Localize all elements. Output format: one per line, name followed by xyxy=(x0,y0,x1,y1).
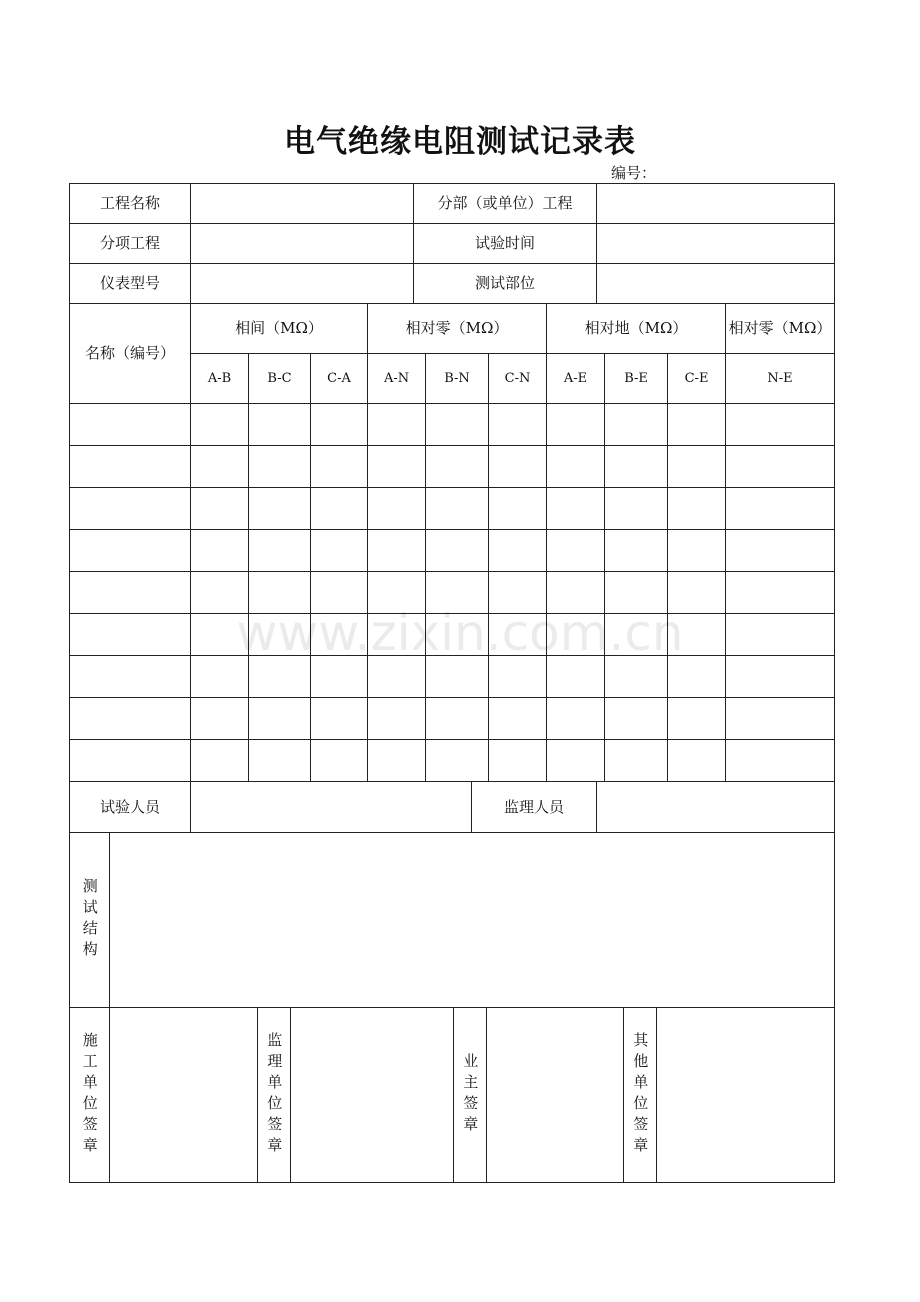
measurement-cell[interactable] xyxy=(726,614,835,656)
row-name-cell[interactable] xyxy=(70,740,191,782)
measurement-cell[interactable] xyxy=(605,530,668,572)
measurement-cell[interactable] xyxy=(426,530,489,572)
project-name-field[interactable] xyxy=(191,184,414,224)
measurement-cell[interactable] xyxy=(547,572,605,614)
measurement-cell[interactable] xyxy=(191,488,249,530)
measurement-cell[interactable] xyxy=(426,446,489,488)
sub-project-field[interactable] xyxy=(597,184,835,224)
measurement-cell[interactable] xyxy=(311,572,368,614)
sub-project-label: 分部（或单位）工程 xyxy=(414,184,597,224)
measurement-rows xyxy=(70,404,835,782)
measurement-cell[interactable] xyxy=(191,404,249,446)
measurement-cell[interactable] xyxy=(426,488,489,530)
measurement-cell[interactable] xyxy=(668,572,726,614)
measurement-cell[interactable] xyxy=(489,446,547,488)
test-time-label: 试验时间 xyxy=(414,224,597,264)
measurement-cell[interactable] xyxy=(605,446,668,488)
other-signature-label: 其他单位签章 xyxy=(624,1008,657,1183)
measurement-cell[interactable] xyxy=(489,740,547,782)
name-column-header: 名称（编号） xyxy=(70,304,191,404)
measurement-cell[interactable] xyxy=(191,614,249,656)
row-name-cell[interactable] xyxy=(70,614,191,656)
measurement-cell[interactable] xyxy=(605,740,668,782)
measurement-cell[interactable] xyxy=(249,656,311,698)
measurement-cell[interactable] xyxy=(726,572,835,614)
measurement-cell[interactable] xyxy=(191,740,249,782)
measurement-cell[interactable] xyxy=(726,446,835,488)
supervisor-field[interactable] xyxy=(597,782,835,833)
measurement-cell[interactable] xyxy=(605,614,668,656)
measurement-cell[interactable] xyxy=(726,488,835,530)
supervisor-label: 监理人员 xyxy=(472,782,597,833)
test-time-field[interactable] xyxy=(597,224,835,264)
column-header: B-N xyxy=(426,354,489,404)
column-header: A-E xyxy=(547,354,605,404)
column-header: C-E xyxy=(668,354,726,404)
supervision-signature-field[interactable] xyxy=(291,1008,454,1183)
measurement-cell[interactable] xyxy=(726,404,835,446)
measurement-cell[interactable] xyxy=(489,698,547,740)
measurement-cell[interactable] xyxy=(605,572,668,614)
project-name-label: 工程名称 xyxy=(70,184,191,224)
measurement-cell[interactable] xyxy=(249,740,311,782)
result-field[interactable] xyxy=(110,833,835,1008)
measurement-cell[interactable] xyxy=(426,614,489,656)
measurement-cell[interactable] xyxy=(547,740,605,782)
measurement-cell[interactable] xyxy=(489,614,547,656)
form-number-label: 编号： xyxy=(611,164,657,182)
construction-signature-field[interactable] xyxy=(110,1008,258,1183)
measurement-cell[interactable] xyxy=(311,656,368,698)
owner-signature-label: 业主签章 xyxy=(454,1008,487,1183)
table-row xyxy=(70,740,835,782)
result-label: 测试结构 xyxy=(70,833,110,1008)
measurement-cell[interactable] xyxy=(368,698,426,740)
table-row xyxy=(70,404,835,446)
measurement-cell[interactable] xyxy=(547,488,605,530)
column-header: A-N xyxy=(368,354,426,404)
measurement-cell[interactable] xyxy=(311,530,368,572)
measurement-cell[interactable] xyxy=(368,656,426,698)
measurement-cell[interactable] xyxy=(547,446,605,488)
measurement-cell[interactable] xyxy=(726,530,835,572)
measurement-cell[interactable] xyxy=(249,614,311,656)
measurement-cell[interactable] xyxy=(311,446,368,488)
personnel-table xyxy=(69,781,835,833)
measurement-table xyxy=(69,303,835,782)
measurement-cell[interactable] xyxy=(368,404,426,446)
measurement-cell[interactable] xyxy=(311,740,368,782)
table-row xyxy=(70,488,835,530)
measurement-cell[interactable] xyxy=(368,614,426,656)
column-header: B-E xyxy=(605,354,668,404)
column-header: B-C xyxy=(249,354,311,404)
measurement-cell[interactable] xyxy=(311,698,368,740)
measurement-cell[interactable] xyxy=(668,698,726,740)
measurement-cell[interactable] xyxy=(311,614,368,656)
phase-group-header: 相间（MΩ） xyxy=(191,304,368,354)
measurement-cell[interactable] xyxy=(249,698,311,740)
measurement-cell[interactable] xyxy=(489,404,547,446)
measurement-cell[interactable] xyxy=(249,404,311,446)
construction-signature-label: 施工单位签章 xyxy=(70,1008,110,1183)
column-header: C-A xyxy=(311,354,368,404)
row-name-cell[interactable] xyxy=(70,656,191,698)
tester-field[interactable] xyxy=(191,782,472,833)
row-name-cell[interactable] xyxy=(70,698,191,740)
row-name-cell[interactable] xyxy=(70,488,191,530)
table-row xyxy=(70,446,835,488)
test-part-field[interactable] xyxy=(597,264,835,304)
phase-neutral-group-header: 相对零（MΩ） xyxy=(368,304,547,354)
header-table xyxy=(69,183,835,304)
measurement-cell[interactable] xyxy=(668,446,726,488)
measurement-cell[interactable] xyxy=(191,572,249,614)
measurement-cell[interactable] xyxy=(426,572,489,614)
table-row xyxy=(70,530,835,572)
measurement-cell[interactable] xyxy=(191,656,249,698)
measurement-cell[interactable] xyxy=(426,404,489,446)
neutral-ground-group-header: 相对零（MΩ） xyxy=(726,304,835,354)
other-signature-field[interactable] xyxy=(657,1008,835,1183)
measurement-cell[interactable] xyxy=(426,698,489,740)
measurement-cell[interactable] xyxy=(668,404,726,446)
measurement-cell[interactable] xyxy=(368,572,426,614)
measurement-cell[interactable] xyxy=(605,656,668,698)
measurement-cell[interactable] xyxy=(311,404,368,446)
instrument-field[interactable] xyxy=(191,264,414,304)
measurement-cell[interactable] xyxy=(368,488,426,530)
measurement-cell[interactable] xyxy=(368,530,426,572)
page-title: 电气绝缘电阻测试记录表 xyxy=(284,124,636,160)
measurement-cell[interactable] xyxy=(191,530,249,572)
measurement-cell[interactable] xyxy=(368,740,426,782)
measurement-cell[interactable] xyxy=(191,446,249,488)
table-row xyxy=(70,656,835,698)
test-part-label: 测试部位 xyxy=(414,264,597,304)
measurement-cell[interactable] xyxy=(668,656,726,698)
result-table xyxy=(69,832,835,1008)
row-name-cell[interactable] xyxy=(70,572,191,614)
item-project-label: 分项工程 xyxy=(70,224,191,264)
measurement-cell[interactable] xyxy=(489,572,547,614)
item-project-field[interactable] xyxy=(191,224,414,264)
measurement-cell[interactable] xyxy=(249,488,311,530)
measurement-cell[interactable] xyxy=(489,530,547,572)
row-name-cell[interactable] xyxy=(70,446,191,488)
measurement-cell[interactable] xyxy=(249,446,311,488)
measurement-cell[interactable] xyxy=(489,488,547,530)
record-sheet xyxy=(69,183,834,1183)
owner-signature-field[interactable] xyxy=(487,1008,624,1183)
measurement-cell[interactable] xyxy=(605,488,668,530)
measurement-cell[interactable] xyxy=(547,698,605,740)
measurement-cell[interactable] xyxy=(605,404,668,446)
measurement-cell[interactable] xyxy=(249,572,311,614)
row-name-cell[interactable] xyxy=(70,530,191,572)
row-name-cell[interactable] xyxy=(70,404,191,446)
measurement-cell[interactable] xyxy=(547,614,605,656)
measurement-cell[interactable] xyxy=(668,740,726,782)
phase-ground-group-header: 相对地（MΩ） xyxy=(547,304,726,354)
measurement-cell[interactable] xyxy=(668,614,726,656)
measurement-cell[interactable] xyxy=(368,446,426,488)
measurement-cell[interactable] xyxy=(489,656,547,698)
measurement-cell[interactable] xyxy=(426,656,489,698)
measurement-cell[interactable] xyxy=(426,740,489,782)
measurement-cell[interactable] xyxy=(668,530,726,572)
signature-table xyxy=(69,1007,835,1183)
table-row xyxy=(70,698,835,740)
measurement-cell[interactable] xyxy=(726,656,835,698)
column-header: C-N xyxy=(489,354,547,404)
measurement-cell[interactable] xyxy=(605,698,668,740)
measurement-cell[interactable] xyxy=(191,698,249,740)
measurement-cell[interactable] xyxy=(726,740,835,782)
table-row xyxy=(70,614,835,656)
column-header: A-B xyxy=(191,354,249,404)
tester-label: 试验人员 xyxy=(70,782,191,833)
measurement-cell[interactable] xyxy=(249,530,311,572)
instrument-label: 仪表型号 xyxy=(70,264,191,304)
measurement-cell[interactable] xyxy=(547,530,605,572)
table-row xyxy=(70,572,835,614)
measurement-cell[interactable] xyxy=(547,656,605,698)
measurement-cell[interactable] xyxy=(668,488,726,530)
measurement-cell[interactable] xyxy=(726,698,835,740)
measurement-cell[interactable] xyxy=(311,488,368,530)
column-header: N-E xyxy=(726,354,835,404)
supervision-signature-label: 监理单位签章 xyxy=(258,1008,291,1183)
measurement-cell[interactable] xyxy=(547,404,605,446)
